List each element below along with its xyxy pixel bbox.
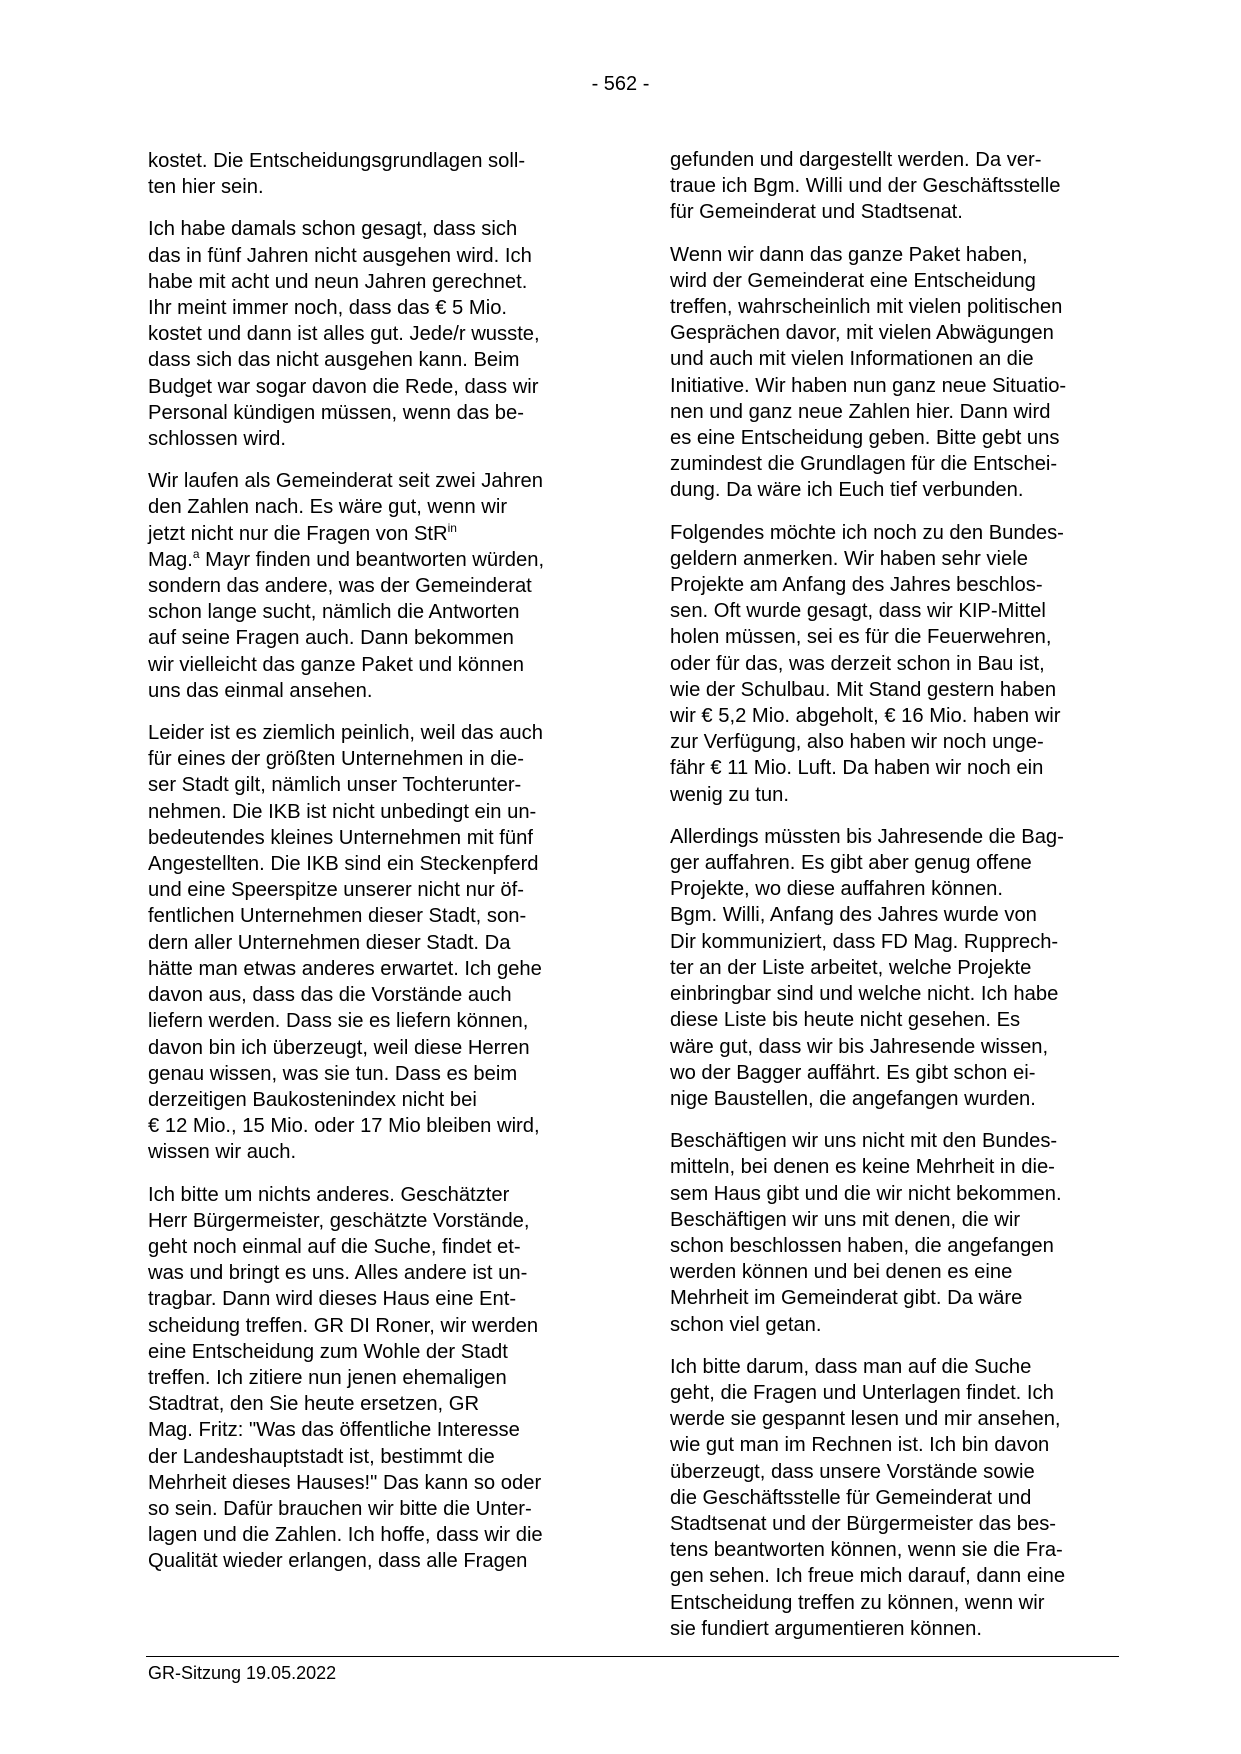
text-line: mitteln, bei denen es keine Mehrheit in die-: [670, 1156, 1055, 1179]
text-line: geht noch einmal auf die Suche, findet et-: [148, 1235, 521, 1258]
text-line: wo der Bagger auffährt. Es gibt schon ei-: [670, 1061, 1036, 1084]
text-line: Stadtrat, den Sie heute ersetzen, GR: [148, 1393, 480, 1416]
text-line: fähr € 11 Mio. Luft. Da haben wir noch ein: [670, 757, 1044, 780]
text-line: genau wissen, was sie tun. Dass es beim: [148, 1062, 518, 1085]
text-line: für eines der größten Unternehmen in die-: [148, 748, 524, 771]
text-line: Ihr meint immer noch, dass das € 5 Mio.: [148, 297, 508, 320]
text-line: traue ich Bgm. Willi und der Geschäftsstelle: [670, 175, 1061, 198]
text-line: lagen und die Zahlen. Ich hoffe, dass wir die: [148, 1524, 543, 1547]
text-line: was und bringt es uns. Alles andere ist un-: [148, 1262, 528, 1285]
text-line: ter an der Liste arbeitet, welche Projekte: [670, 956, 1032, 979]
text-line: und eine Speerspitze unserer nicht nur öf-: [148, 879, 524, 902]
text-line: € 12 Mio., 15 Mio. oder 17 Mio bleiben wird,: [148, 1115, 540, 1138]
text-line: die Geschäftsstelle für Gemeinderat und: [670, 1486, 1032, 1509]
footer-divider: [146, 1656, 1119, 1657]
text-line: [148, 547, 598, 573]
text-line: dern aller Unternehmen dieser Stadt. Da: [148, 931, 511, 954]
text-line: es eine Entscheidung geben. Bitte gebt uns: [670, 427, 1060, 450]
text-line: Budget war sogar davon die Rede, dass wir: [148, 375, 539, 398]
paragraph: [148, 720, 598, 1165]
text-line: tragbar. Dann wird dieses Haus eine Ent-: [148, 1288, 517, 1311]
text-line: Personal kündigen müssen, wenn das be-: [148, 401, 524, 424]
text-line: fentlichen Unternehmen dieser Stadt, son-: [148, 905, 527, 928]
superscript: in: [447, 520, 457, 535]
text-line: schon lange sucht, nämlich die Antworten: [148, 601, 520, 624]
paragraph: [670, 1128, 1120, 1338]
text-line: Wenn wir dann das ganze Paket haben,: [670, 243, 1028, 266]
text-line: ten hier sein.: [148, 176, 264, 199]
paragraph: [148, 468, 598, 704]
text-line: wie gut man im Rechnen ist. Ich bin davon: [670, 1434, 1050, 1457]
text-line: Ich bitte um nichts anderes. Geschätzter: [148, 1183, 510, 1206]
text-line: Folgendes möchte ich noch zu den Bundes-: [670, 521, 1064, 544]
text-line: ser Stadt gilt, nämlich unser Tochterunter-: [148, 774, 522, 797]
text-line: Herr Bürgermeister, geschätzte Vorstände,: [148, 1209, 530, 1232]
text-line: schon beschlossen haben, die angefangen: [670, 1234, 1054, 1257]
text-line: wir € 5,2 Mio. abgeholt, € 16 Mio. haben wir: [670, 705, 1061, 728]
text-line: wäre gut, dass wir bis Jahresende wissen,: [670, 1035, 1049, 1058]
text-line: nen und ganz neue Zahlen hier. Dann wird: [670, 400, 1051, 423]
text-line: geht, die Fragen und Unterlagen findet. Ich: [670, 1381, 1054, 1404]
text-line: so sein. Dafür brauchen wir bitte die Unter-: [148, 1497, 532, 1520]
text-line: oder für das, was derzeit schon in Bau ist,: [670, 652, 1045, 675]
text-line: wissen wir auch.: [148, 1141, 297, 1164]
text-line: Projekte am Anfang des Jahres beschlos-: [670, 574, 1043, 597]
text-line: Leider ist es ziemlich peinlich, weil das auch: [148, 722, 543, 745]
text-line: sen. Oft wurde gesagt, dass wir KIP-Mittel: [670, 600, 1046, 623]
text-line: Allerdings müssten bis Jahresende die Bag-: [670, 825, 1064, 848]
paragraph: [148, 1182, 598, 1575]
text-line: wie der Schulbau. Mit Stand gestern haben: [670, 678, 1057, 701]
text-line: sie fundiert argumentieren können.: [670, 1617, 982, 1640]
text-line: Mehrheit dieses Hauses!" Das kann so oder: [148, 1471, 542, 1494]
text-line: Entscheidung treffen zu können, wenn wir: [670, 1591, 1045, 1614]
text-line: geldern anmerken. Wir haben sehr viele: [670, 547, 1028, 570]
text-line: werden können und bei denen es eine: [670, 1261, 1013, 1284]
paragraph: [148, 148, 598, 200]
text-line: davon bin ich überzeugt, weil diese Herren: [148, 1036, 530, 1059]
text-line: gen sehen. Ich freue mich darauf, dann eine: [670, 1565, 1066, 1588]
paragraph: [670, 824, 1120, 1112]
text-line: Bgm. Willi, Anfang des Jahres wurde von: [670, 904, 1037, 927]
page-number: - 562 -: [591, 73, 650, 95]
paragraph: [670, 147, 1120, 226]
text-line: [148, 521, 598, 547]
text-line: sondern das andere, was der Gemeinderat: [148, 575, 532, 598]
text-line: tens beantworten können, wenn sie die Fra-: [670, 1539, 1063, 1562]
text-line: einbringbar sind und welche nicht. Ich habe: [670, 983, 1059, 1006]
paragraph: [148, 216, 598, 452]
text-line: Ich bitte darum, dass man auf die Suche: [670, 1355, 1032, 1378]
text-line: und auch mit vielen Informationen an die: [670, 348, 1034, 371]
text-line: kostet und dann ist alles gut. Jede/r wusste,: [148, 323, 540, 346]
text-line: ger auffahren. Es gibt aber genug offene: [670, 852, 1032, 875]
text-line: den Zahlen nach. Es wäre gut, wenn wir: [148, 496, 508, 519]
right-column: [670, 147, 1120, 1658]
text-line: Beschäftigen wir uns nicht mit den Bundes-: [670, 1130, 1058, 1153]
text-line: dass sich das nicht ausgehen kann. Beim: [148, 349, 520, 372]
text-line: dung. Da wäre ich Euch tief verbunden.: [670, 479, 1024, 502]
left-column: [148, 148, 598, 1591]
text-line: bedeutendes kleines Unternehmen mit fünf: [148, 826, 533, 849]
text-line: Dir kommuniziert, dass FD Mag. Rupprech-: [670, 930, 1059, 953]
text-line: nehmen. Die IKB ist nicht unbedingt ein un-: [148, 800, 537, 823]
text-line: kostet. Die Entscheidungsgrundlagen soll-: [148, 150, 526, 172]
text-fragment: Mag.: [148, 548, 193, 571]
text-line: diese Liste bis heute nicht gesehen. Es: [670, 1009, 1021, 1032]
paragraph: [670, 1354, 1120, 1642]
paragraph: [670, 520, 1120, 808]
text-line: treffen. Ich zitiere nun jenen ehemaligen: [148, 1366, 507, 1389]
text-line: wenig zu tun.: [670, 783, 789, 806]
text-line: uns das einmal ansehen.: [148, 679, 373, 702]
text-line: Gesprächen davor, mit vielen Abwägungen: [670, 322, 1054, 345]
text-line: wird der Gemeinderat eine Entscheidung: [670, 269, 1036, 292]
text-line: Wir laufen als Gemeinderat seit zwei Jahren: [148, 470, 543, 493]
text-fragment: Mayr finden und beantworten würden,: [199, 548, 545, 571]
text-line: holen müssen, sei es für die Feuerwehren,: [670, 626, 1052, 649]
footer-session-date: GR-Sitzung 19.05.2022: [148, 1663, 337, 1683]
text-line: Stadtsenat und der Bürgermeister das bes-: [670, 1512, 1057, 1535]
text-line: Initiative. Wir haben nun ganz neue Situatio-: [670, 374, 1067, 397]
text-line: schon viel getan.: [670, 1313, 822, 1336]
text-line: gefunden und dargestellt werden. Da ver-: [670, 149, 1042, 171]
text-line: überzeugt, dass unsere Vorstände sowie: [670, 1460, 1035, 1483]
paragraph: [670, 242, 1120, 504]
text-fragment: jetzt nicht nur die Fragen von StR: [148, 522, 448, 545]
text-line: scheidung treffen. GR DI Roner, wir werden: [148, 1314, 539, 1337]
text-line: für Gemeinderat und Stadtsenat.: [670, 201, 963, 224]
text-line: werde sie gespannt lesen und mir ansehen,: [670, 1408, 1061, 1431]
text-line: hätte man etwas anderes erwartet. Ich gehe: [148, 957, 542, 980]
text-line: treffen, wahrscheinlich mit vielen politischen: [670, 296, 1063, 319]
text-line: das in fünf Jahren nicht ausgehen wird. Ich: [148, 244, 532, 267]
text-line: habe mit acht und neun Jahren gerechnet.: [148, 270, 528, 293]
text-line: eine Entscheidung zum Wohle der Stadt: [148, 1340, 508, 1363]
text-line: derzeitigen Baukostenindex nicht bei: [148, 1088, 477, 1111]
text-line: liefern werden. Dass sie es liefern können,: [148, 1010, 529, 1033]
text-line: zur Verfügung, also haben wir noch unge-: [670, 731, 1044, 754]
text-line: wir vielleicht das ganze Paket und können: [148, 653, 524, 676]
text-line: schlossen wird.: [148, 428, 287, 451]
text-line: Mehrheit im Gemeinderat gibt. Da wäre: [670, 1287, 1023, 1310]
superscript: a: [192, 546, 200, 561]
text-line: Beschäftigen wir uns mit denen, die wir: [670, 1208, 1021, 1231]
text-line: davon aus, dass das die Vorstände auch: [148, 984, 512, 1007]
text-line: auf seine Fragen auch. Dann bekommen: [148, 627, 514, 650]
text-line: der Landeshauptstadt ist, bestimmt die: [148, 1445, 495, 1468]
text-line: Angestellten. Die IKB sind ein Steckenpferd: [148, 853, 539, 876]
text-line: Projekte, wo diese auffahren können.: [670, 878, 1003, 901]
text-line: sem Haus gibt und die wir nicht bekommen.: [670, 1182, 1062, 1205]
text-line: nige Baustellen, die angefangen wurden.: [670, 1087, 1036, 1110]
text-line: zumindest die Grundlagen für die Entschei-: [670, 453, 1058, 476]
text-line: Qualität wieder erlangen, dass alle Fragen: [148, 1550, 528, 1573]
text-line: Ich habe damals schon gesagt, dass sich: [148, 218, 518, 241]
text-line: Mag. Fritz: "Was das öffentliche Interesse: [148, 1419, 520, 1442]
